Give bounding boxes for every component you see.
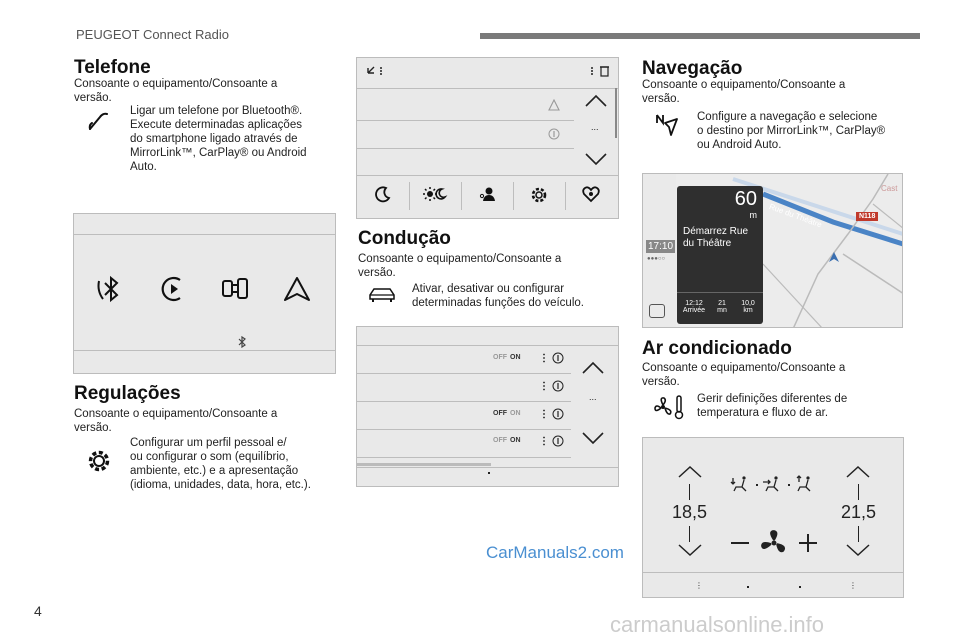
android-auto-icon[interactable] xyxy=(280,272,314,306)
navigation-map-screen xyxy=(642,173,903,328)
arrival-block xyxy=(681,300,707,314)
running-header: PEUGEOT Connect Radio xyxy=(76,27,229,42)
regulacoes-intro: Consoante o equipamento/Consoante a versão. xyxy=(74,408,278,434)
menu-dots-left[interactable]: ⋮ xyxy=(695,581,703,590)
conducao-intro: Consoante o equipamento/Consoante a versão. xyxy=(358,253,562,279)
footer-watermark: carmanualsonline.info xyxy=(610,612,825,637)
telefone-desc-line: do smartphone ligado através de xyxy=(130,133,298,145)
conducao-desc xyxy=(412,282,612,310)
clock: 17:10 xyxy=(648,241,674,252)
distance-value: 60 xyxy=(734,188,757,210)
navegacao-desc-line: ou Android Auto. xyxy=(697,139,782,151)
watermark: CarManuals2.com xyxy=(486,543,624,562)
instruction-line: du Théâtre xyxy=(683,238,732,249)
regulacoes-desc-line: ou configurar o som (equilíbrio, xyxy=(130,451,289,463)
road-label: N118 xyxy=(856,212,878,221)
mirrorlink-icon[interactable] xyxy=(218,272,252,306)
header-rule xyxy=(480,33,920,39)
telefone-desc xyxy=(130,104,330,174)
temp-left: 18,5 xyxy=(672,502,708,522)
scroll-down-button[interactable] xyxy=(582,150,610,168)
scroll-dots: ... xyxy=(591,122,599,132)
signal-dots: ●●●○○ xyxy=(647,256,666,262)
row-info-icon[interactable] xyxy=(539,434,567,448)
position-arrow-icon xyxy=(827,250,841,264)
phone-icon xyxy=(84,108,112,134)
row-info-icon[interactable] xyxy=(539,351,567,365)
row-info-icon[interactable] xyxy=(539,407,567,421)
navegacao-desc-line: o destino por MirrorLink™, CarPlay® xyxy=(697,125,886,137)
menu-dots-right[interactable]: ⋮ xyxy=(849,581,857,590)
distance-unit: m xyxy=(749,210,757,220)
instruction-line: Démarrez Rue xyxy=(683,226,749,237)
navegacao-desc xyxy=(697,110,907,152)
day-night-icon[interactable] xyxy=(421,182,449,206)
duration-block xyxy=(711,300,733,314)
ar-title: Ar condicionado xyxy=(642,338,792,359)
instruction xyxy=(683,226,748,250)
scroll-up-button[interactable] xyxy=(579,359,607,377)
airflow-body-icon[interactable] xyxy=(761,474,785,496)
back-arrow-icon[interactable] xyxy=(363,64,387,78)
user-profile-icon[interactable] xyxy=(475,182,499,206)
duration-value: 21 xyxy=(718,300,726,307)
remaining-value: 10,0 xyxy=(741,300,755,307)
warning-icon xyxy=(547,98,561,112)
page-number: 4 xyxy=(34,603,42,619)
regulacoes-desc-line: ambiente, etc.) e a apresentação xyxy=(130,465,299,477)
telefone-screen xyxy=(73,213,336,374)
fan-icon xyxy=(759,528,789,558)
home-button[interactable] xyxy=(649,304,665,318)
car-icon xyxy=(366,284,398,306)
temp-right: 21,5 xyxy=(841,502,877,522)
guidance-panel xyxy=(677,186,763,324)
telefone-desc-line: Execute determinadas aplicações xyxy=(130,119,302,131)
temp-right-down-button[interactable] xyxy=(843,542,873,558)
duration-unit: mn xyxy=(717,307,727,314)
ar-desc xyxy=(697,392,907,420)
night-mode-icon[interactable] xyxy=(371,182,395,206)
temp-left-up-button[interactable] xyxy=(675,464,705,480)
services-heart-icon[interactable] xyxy=(579,182,603,206)
regulacoes-desc xyxy=(130,436,340,492)
menu-trash-icon[interactable] xyxy=(585,64,615,78)
regulacoes-title: Regulações xyxy=(74,383,181,404)
carplay-icon[interactable] xyxy=(156,272,190,306)
airflow-feet-icon[interactable] xyxy=(729,474,753,496)
toggle-switch[interactable]: OFF ON xyxy=(493,410,521,417)
bluetooth-phone-icon[interactable] xyxy=(94,272,128,306)
regulacoes-screen xyxy=(356,57,619,219)
info-icon xyxy=(547,127,561,141)
ar-desc-line: Gerir definições diferentes de xyxy=(697,393,848,405)
place-label: Cast xyxy=(881,184,898,193)
bluetooth-small-icon xyxy=(236,336,248,348)
telefone-desc-line: MirrorLink™, CarPlay® ou Android xyxy=(130,147,307,159)
telefone-desc-line: Auto. xyxy=(130,161,157,173)
conducao-desc-line: determinadas funções do veículo. xyxy=(412,297,584,309)
settings-icon[interactable] xyxy=(527,182,551,206)
temp-right-up-button[interactable] xyxy=(843,464,873,480)
toggle-switch[interactable]: OFF ON xyxy=(493,437,521,444)
temp-left-down-button[interactable] xyxy=(675,542,705,558)
telefone-title: Telefone xyxy=(74,57,151,78)
map-sidebar xyxy=(643,174,676,328)
telefone-desc-line: Ligar um telefone por Bluetooth®. xyxy=(130,105,303,117)
arrival-time: 12:12 xyxy=(685,300,703,307)
conducao-screen xyxy=(356,326,619,487)
climate-icon xyxy=(650,392,686,422)
navigation-icon xyxy=(652,110,682,140)
navegacao-intro: Consoante o equipamento/Consoante a versão. xyxy=(642,79,846,105)
arrival-label: Arrivée xyxy=(682,307,706,314)
fan-decrease-button[interactable] xyxy=(731,542,749,544)
navegacao-desc-line: Configure a navegação e selecione xyxy=(697,111,878,123)
row-info-icon[interactable] xyxy=(539,379,567,393)
conducao-title: Condução xyxy=(358,228,451,249)
regulacoes-desc-line: Configurar um perfil pessoal e/ xyxy=(130,437,287,449)
ar-intro: Consoante o equipamento/Consoante a versão. xyxy=(642,362,846,388)
scroll-dots: ... xyxy=(589,392,597,402)
climate-screen xyxy=(642,437,904,598)
telefone-intro: Consoante o equipamento/Consoante a versão. xyxy=(74,78,278,104)
scroll-down-button[interactable] xyxy=(579,429,607,447)
toggle-switch[interactable]: OFF ON xyxy=(493,354,521,361)
settings-gear-icon xyxy=(84,446,114,476)
ar-desc-line: temperatura e fluxo de ar. xyxy=(697,407,829,419)
conducao-desc-line: Ativar, desativar ou configurar xyxy=(412,283,565,295)
remaining-block xyxy=(735,300,761,314)
page-indicator xyxy=(488,472,490,474)
scroll-up-button[interactable] xyxy=(582,92,610,110)
airflow-windscreen-icon[interactable] xyxy=(793,474,817,496)
navegacao-title: Navegação xyxy=(642,58,743,79)
regulacoes-desc-line: (idioma, unidades, data, hora, etc.). xyxy=(130,479,311,491)
street-label: Rue du Théâtre xyxy=(767,202,824,230)
remaining-unit: km xyxy=(743,307,753,314)
